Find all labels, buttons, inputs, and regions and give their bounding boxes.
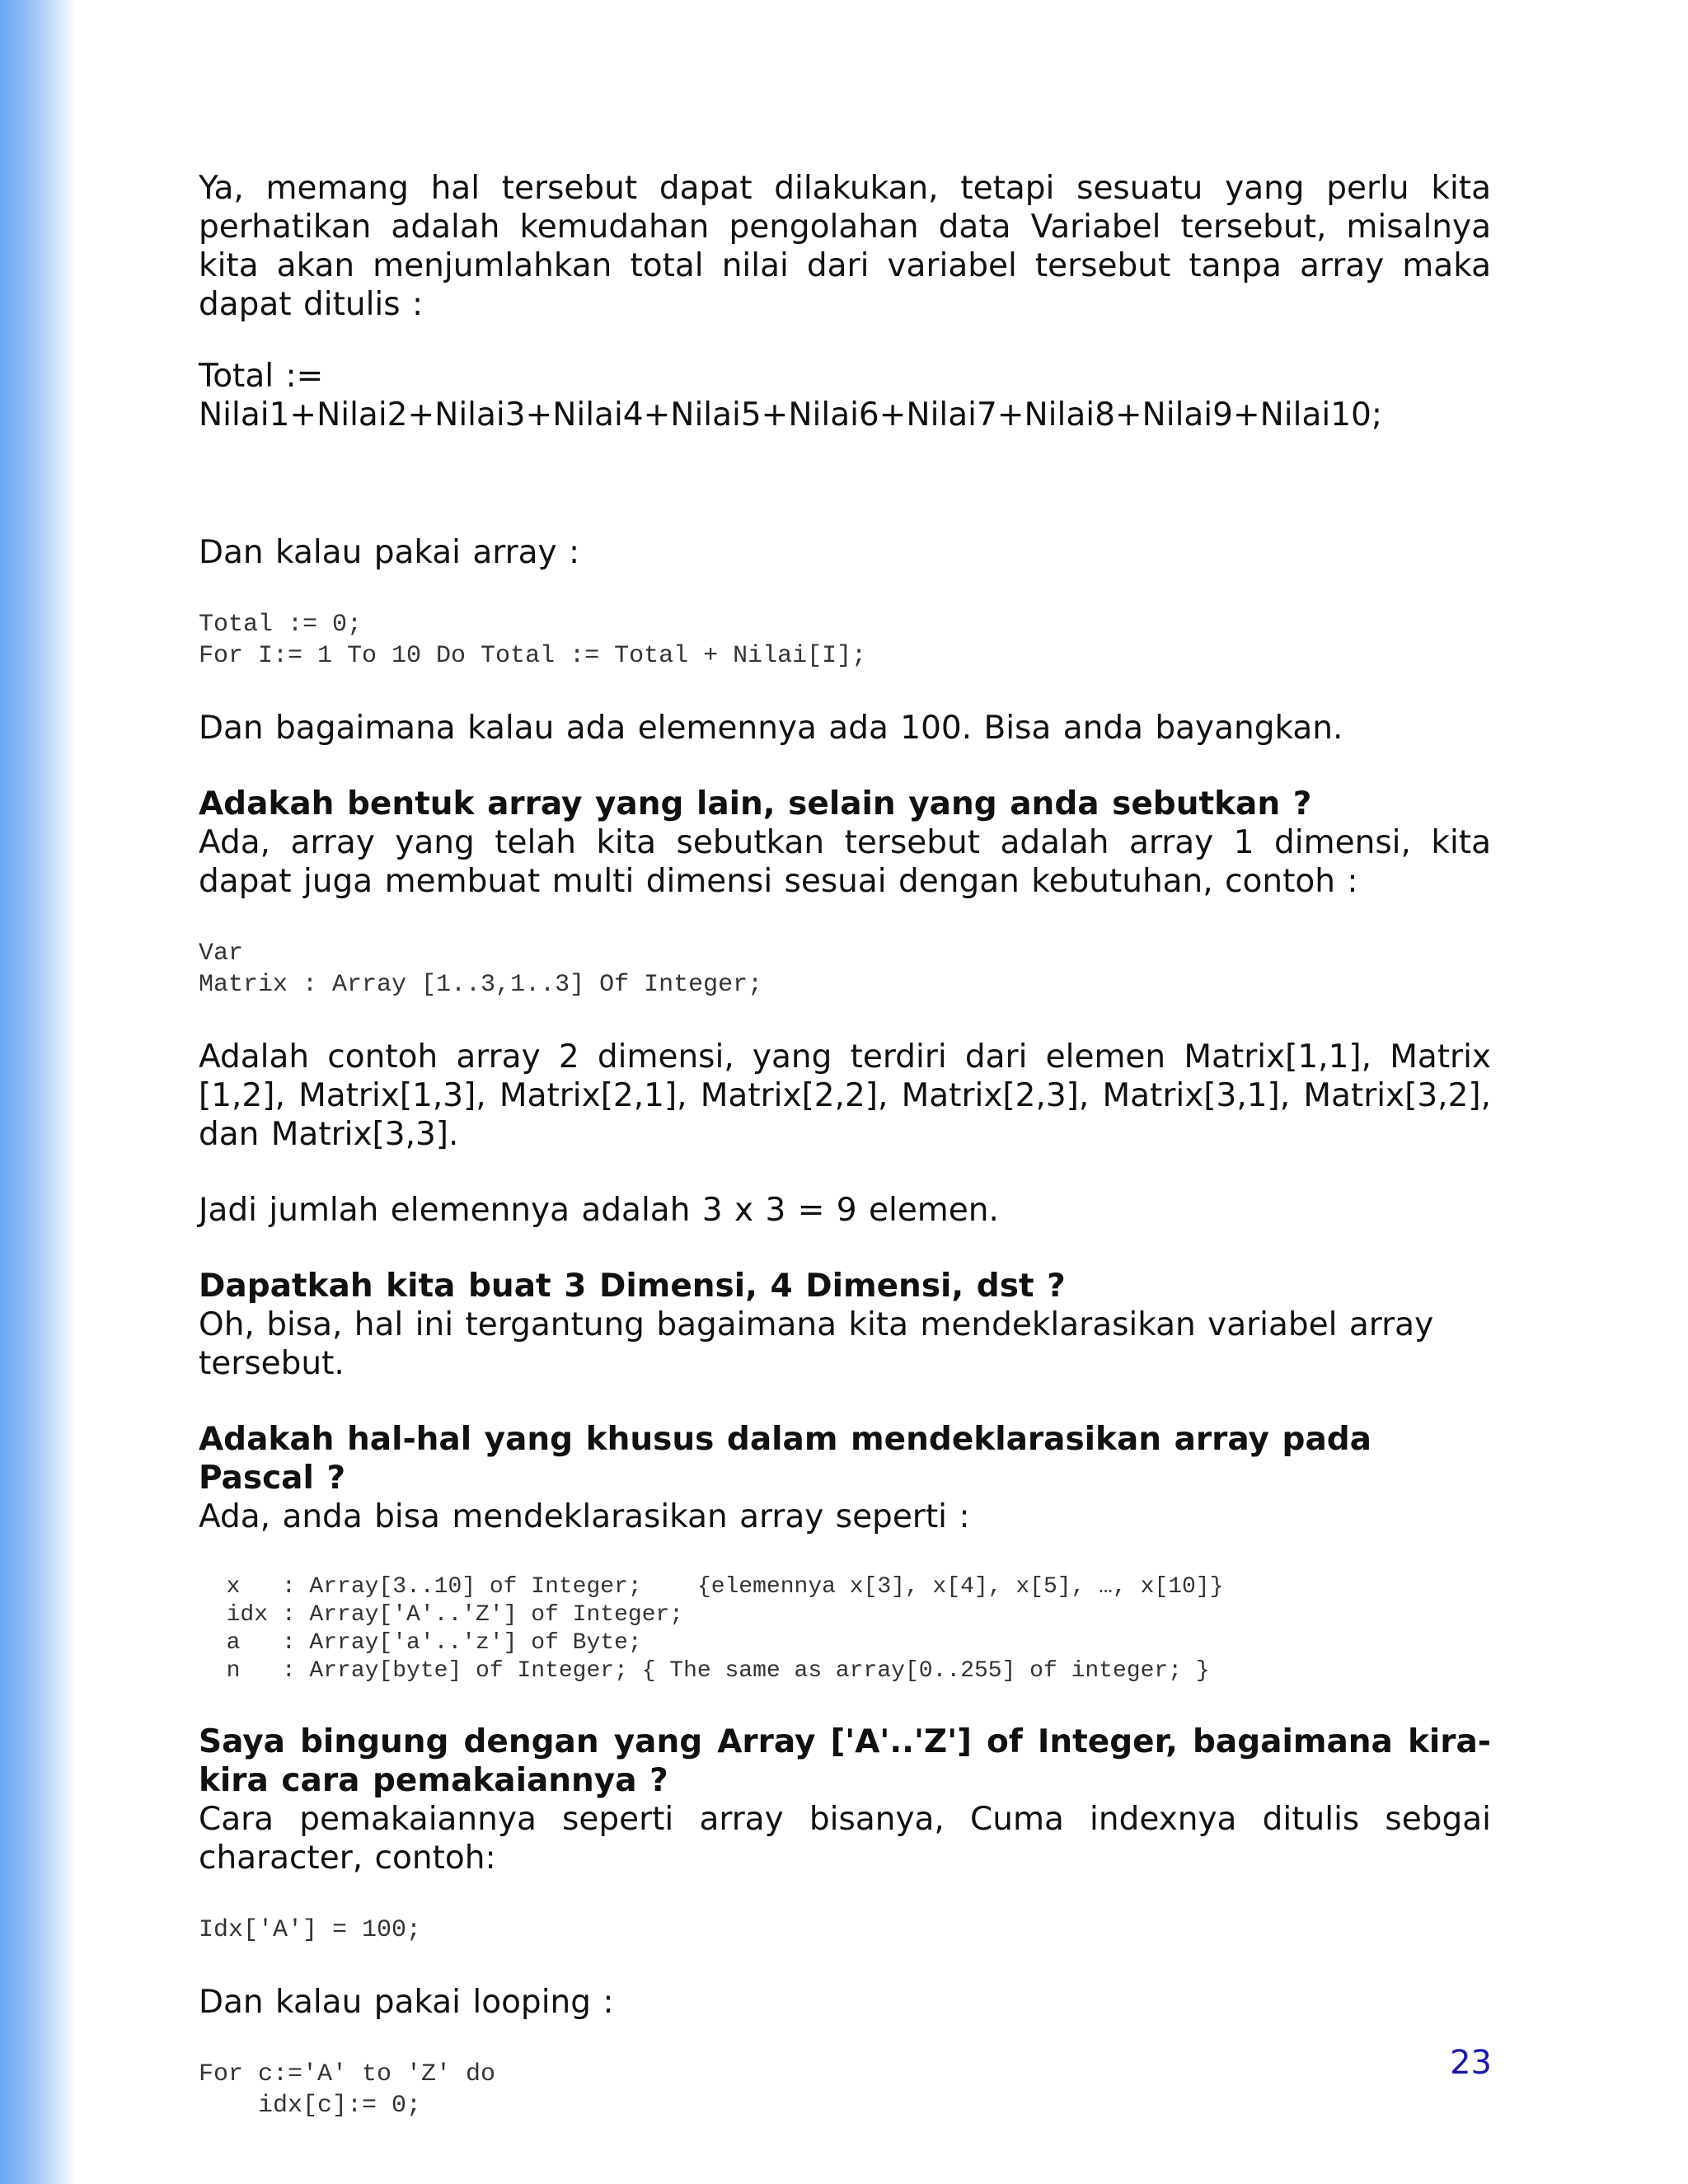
paragraph: Dan bagaimana kalau ada elemennya ada 100. Bisa anda bayangkan. xyxy=(199,710,1343,747)
paragraph: Ada, anda bisa mendeklarasikan array seperti : xyxy=(199,1498,970,1535)
code-block: For c:='A' to 'Z' do idx[c]:= 0; xyxy=(199,2060,496,2120)
paragraph: Jadi jumlah elemennya adalah 3 x 3 = 9 elemen. xyxy=(199,1192,999,1229)
code-block: Var Matrix : Array [1..3,1..3] Of Integer; xyxy=(199,940,763,999)
paragraph: Cara pemakaiannya seperti array bisanya, Cuma indexnya ditulis sebgai character, contoh: xyxy=(199,1801,1491,1877)
paragraph: Dan kalau pakai looping : xyxy=(199,1984,614,2021)
code-block: Idx['A'] = 100; xyxy=(199,1916,422,1944)
question-heading: Saya bingung dengan yang Array ['A'..'Z'] of Integer, bagaimana kira-kira cara pemakaiannya ? xyxy=(199,1723,1491,1799)
paragraph: Oh, bisa, hal ini tergantung bagaimana kita mendeklarasikan variabel array tersebut. xyxy=(199,1306,1434,1382)
formula-line: Total := Nilai1+Nilai2+Nilai3+Nilai4+Nilai5+Nilai6+Nilai7+Nilai8+Nilai9+Nilai10; xyxy=(199,358,1382,434)
paragraph: Ya, memang hal tersebut dapat dilakukan, tetapi sesuatu yang perlu kita perhatikan adalah kemudahan pengolahan data Variabel tersebut, misalnya kita akan menjumlahkan total nilai dari variabel tersebut tanpa array maka dapat ditulis : xyxy=(199,170,1491,323)
code-block: Total := 0; For I:= 1 To 10 Do Total := Total + Nilai[I]; xyxy=(199,611,867,670)
page-content xyxy=(199,169,1491,2121)
question-heading: Adakah bentuk array yang lain, selain yang anda sebutkan ? xyxy=(199,785,1312,823)
code-block: x : Array[3..10] of Integer; {elemennya x[3], x[4], x[5], …, x[10]} idx : Array['A'..'Z'] of Integer; a : Array['a'..'z'] of Byte; n : Array[byte] of Integer; { The same as array[0..255] of integer; } xyxy=(226,1574,1224,1684)
page-number: 23 xyxy=(1450,2044,1492,2082)
paragraph: Dan kalau pakai array : xyxy=(199,534,580,571)
left-gradient-band xyxy=(0,0,76,2184)
paragraph: Ada, array yang telah kita sebutkan tersebut adalah array 1 dimensi, kita dapat juga membuat multi dimensi sesuai dengan kebutuhan, contoh : xyxy=(199,824,1491,900)
question-heading: Dapatkah kita buat 3 Dimensi, 4 Dimensi, dst ? xyxy=(199,1268,1066,1305)
question-heading: Adakah hal-hal yang khusus dalam mendeklarasikan array pada Pascal ? xyxy=(199,1421,1372,1497)
paragraph: Adalah contoh array 2 dimensi, yang terdiri dari elemen Matrix[1,1], Matrix [1,2], Matrix[1,3], Matrix[2,1], Matrix[2,2], Matrix[2,3], Matrix[3,1], Matrix[3,2], dan Matrix[3,3]. xyxy=(199,1038,1491,1153)
